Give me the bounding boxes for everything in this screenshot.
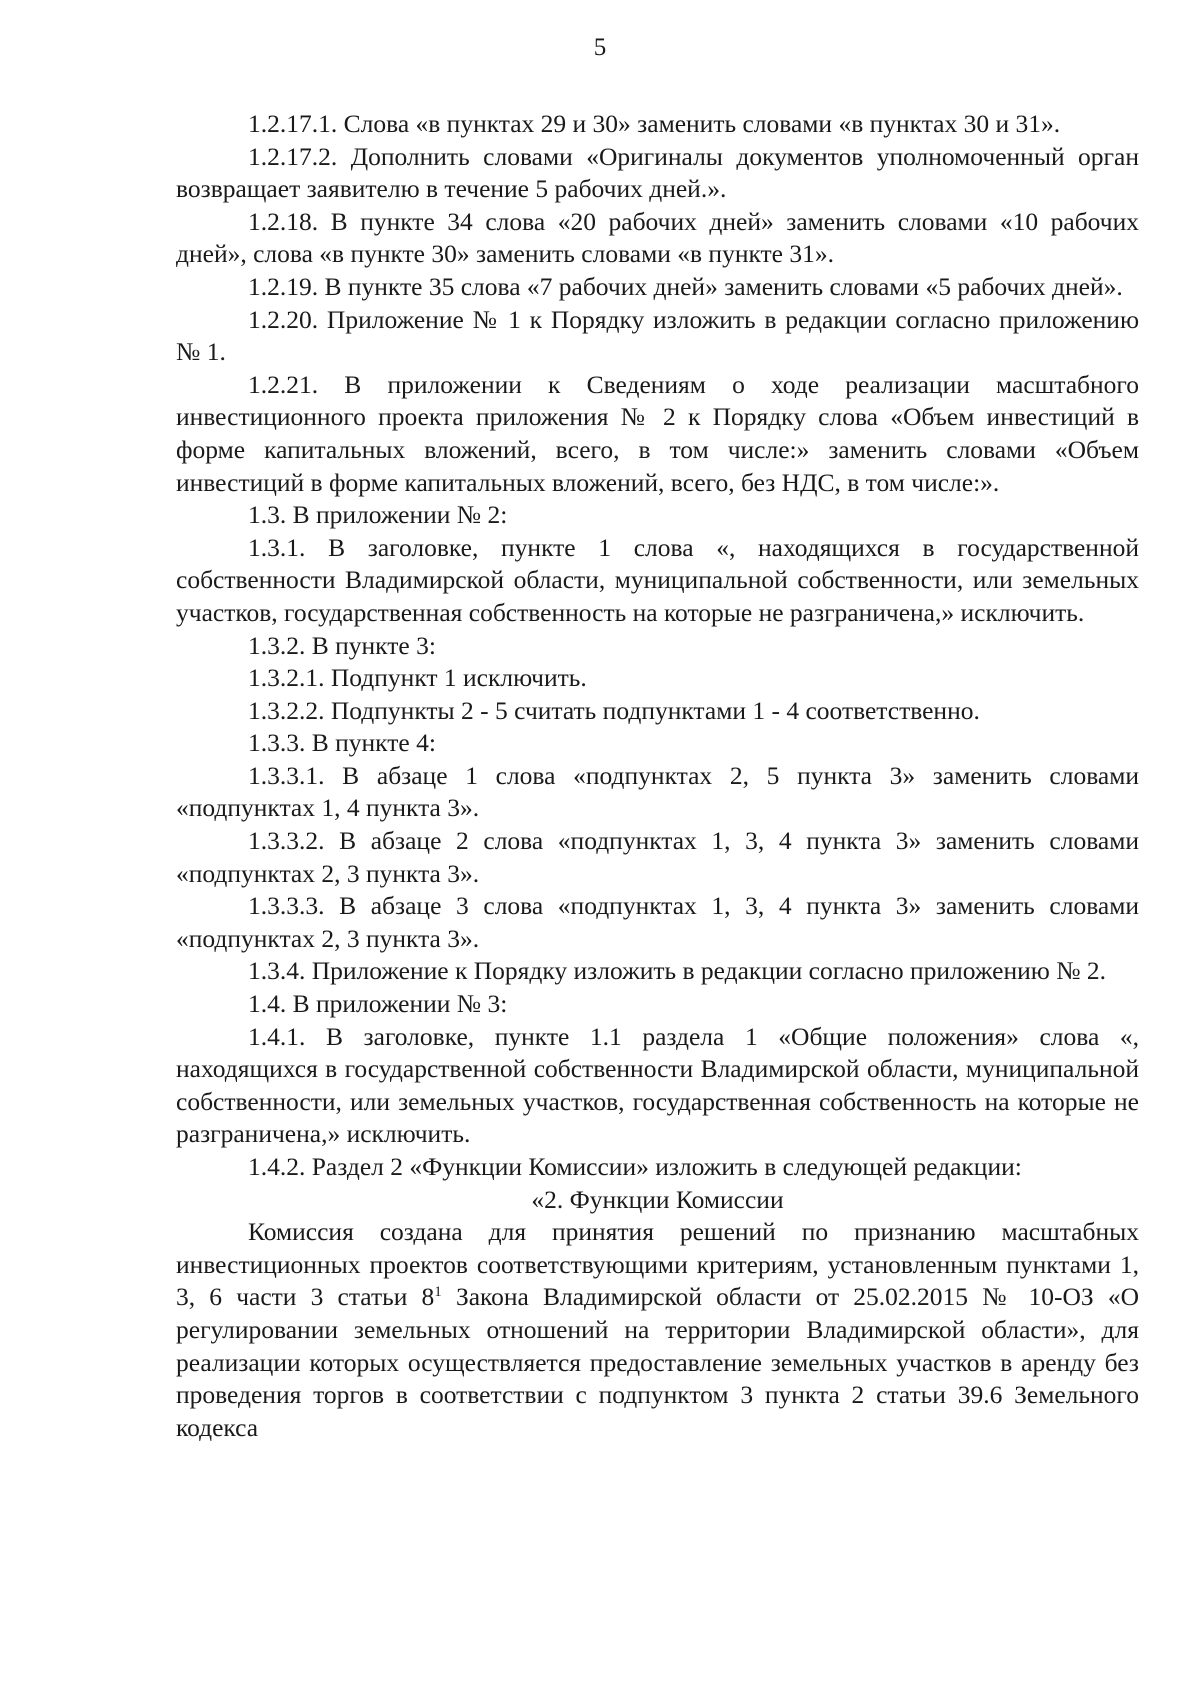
paragraph-1-3-4: 1.3.4. Приложение к Порядку изложить в редакции согласно приложению № 2.	[248, 956, 1107, 986]
paragraph-commission-functions	[176, 1216, 1139, 1444]
paragraph-1-2-18: 1.2.18. В пункте 34 слова «20 рабочих дней» заменить словами «10 рабочих дней», слова «в пункте 30» заменить словами «в пункте 31».	[176, 206, 1139, 269]
superscript-article-number: 1	[434, 1284, 442, 1301]
paragraph-1-3-2-1: 1.3.2.1. Подпункт 1 исключить.	[248, 663, 587, 693]
paragraph-1-2-17-2: 1.2.17.2. Дополнить словами «Оригиналы документов уполномоченный орган возвращает заявителю в течение 5 рабочих дней.».	[176, 141, 1139, 204]
paragraph-1-3-3-2: 1.3.3.2. В абзаце 2 слова «подпунктах 1, 3, 4 пункта 3» заменить словами «подпунктах 2, 3 пункта 3».	[176, 826, 1139, 888]
paragraph-1-3: 1.3. В приложении № 2:	[248, 500, 508, 530]
document-body	[176, 108, 1139, 1444]
paragraph-1-3-2: 1.3.2. В пункте 3:	[248, 630, 436, 660]
paragraph-1-3-3: 1.3.3. В пункте 4:	[248, 728, 436, 758]
paragraph-1-2-21: 1.2.21. В приложении к Сведениям о ходе реализации масштабного инвестиционного проекта приложения № 2 к Порядку слова «Объем инвестиций в форме капитальных вложений, всего, в том числе:» заменить словами «Объем инвестиций в форме капитальных вложений, всего, без НДС, в том числе:».	[176, 369, 1139, 497]
paragraph-1-2-20: 1.2.20. Приложение № 1 к Порядку изложить в редакции согласно приложению № 1.	[176, 304, 1139, 367]
paragraph-1-2-17-1: 1.2.17.1. Слова «в пунктах 29 и 30» заменить словами «в пунктах 30 и 31».	[248, 109, 1061, 138]
paragraph-1-2-19: 1.2.19. В пункте 35 слова «7 рабочих дней» заменить словами «5 рабочих дней».	[248, 271, 1123, 301]
paragraph-1-3-3-3: 1.3.3.3. В абзаце 3 слова «подпунктах 1, 3, 4 пункта 3» заменить словами «подпунктах 2, 3 пункта 3».	[176, 891, 1139, 953]
section-heading: «2. Функции Комиссии	[531, 1184, 784, 1214]
paragraph-1-3-2-2: 1.3.2.2. Подпункты 2 - 5 считать подпунктами 1 - 4 соответственно.	[248, 695, 980, 725]
paragraph-1-3-1: 1.3.1. В заголовке, пункте 1 слова «, находящихся в государственной собственности Владимирской области, муниципальной собственности, или земельных участков, государственная собственность на которые не разграничена,» исключить.	[176, 532, 1139, 627]
paragraph-1-4-1: 1.4.1. В заголовке, пункте 1.1 раздела 1 «Общие положения» слова «, находящихся в государственной собственности Владимирской области, муниципальной собственности, или земельных участков, государственная собственность на которые не разграничена,» исключить.	[176, 1021, 1139, 1149]
paragraph-1-3-3-1: 1.3.3.1. В абзаце 1 слова «подпунктах 2, 5 пункта 3» заменить словами «подпунктах 1, 4 пункта 3».	[176, 760, 1139, 823]
commission-text-part-1: Комиссия создана для принятия решений по признанию масштабных инвестиционных проектов соответствующими критериям, установленным пунктами 1, 3, 6 части 3 статьи 8	[176, 1217, 1139, 1312]
page-number: 5	[593, 34, 607, 61]
paragraph-1-4-2: 1.4.2. Раздел 2 «Функции Комиссии» изложить в следующей редакции:	[248, 1152, 1022, 1181]
paragraph-1-4: 1.4. В приложении № 3:	[248, 989, 508, 1019]
commission-text-part-2: Закона Владимирской области от 25.02.2015 № 10-ОЗ «О регулировании земельных отношений на территории Владимирской области», для реализации которых осуществляется предоставление земельных участков в аренду без проведения торгов в соответствии с подпунктом 3 пункта 2 статьи 39.6 Земельного кодекса	[176, 1282, 1139, 1442]
